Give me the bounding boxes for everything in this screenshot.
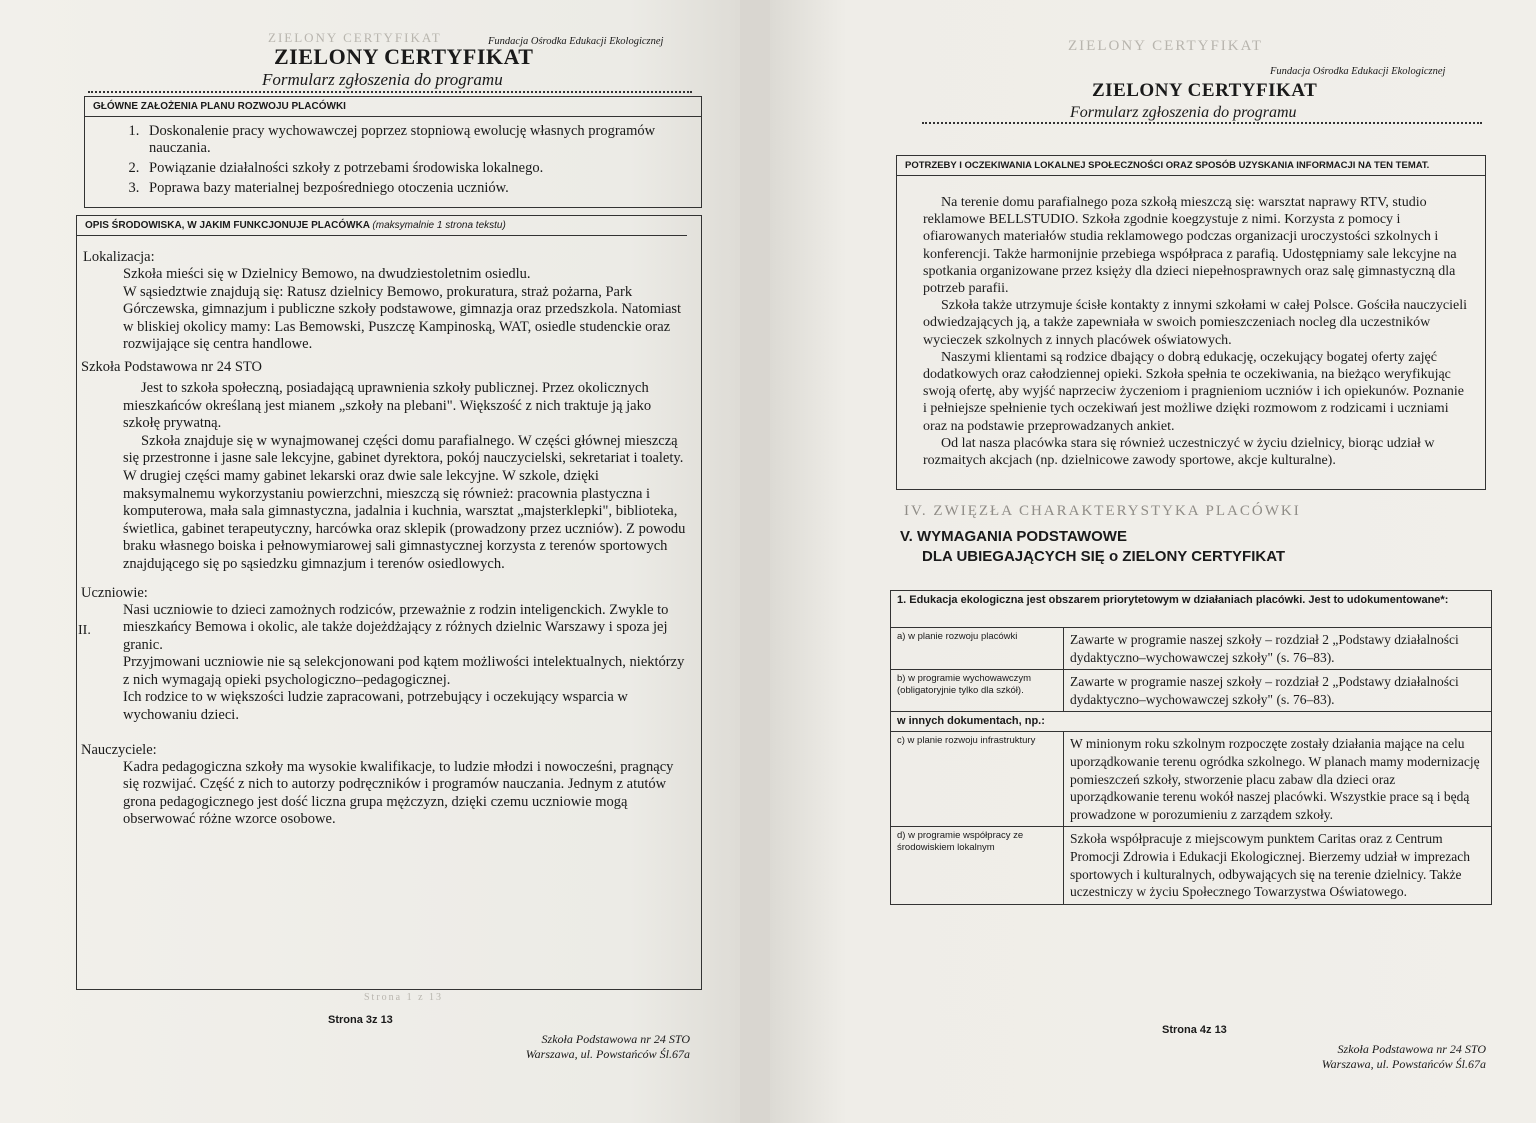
school-paragraph: Szkoła znajduje się w wynajmowanej części domu parafialnego. W części głównej mieszczą się przestronne i jasne sale lekcyjne, gabinet dyrektora, pokój nauczycielski, sekretariat i toalety. W drugiej części mamy gabinet lekarski oraz dwie sale lekcyjne. W szkole, dzięki maksymalnemu wykorzystaniu powierzchni, mieszczą się również: pracownia plastyczna i komputerowa, mała sala gimnastyczna, jadalnia i kuchnia, warsztat „majsterklepki", biblioteka, świetlica, gabinet terapeutyczny, harcówka oraz sklepik (prowadzony przez uczniów). Z powodu braku własnego boiska i pełnowymiarowej sali gimnastycznej korzysta z terenów sportowych znajdującego się po sąsiedzku gimnazjum i terenów osiedlowych. [123,432,686,572]
goal-item: 1. Doskonalenie pracy wychowawczej poprzez stopniową ewolucję własnych programów nauczania. [143,123,701,157]
ghost-header-left: ZIELONY CERTYFIKAT [268,30,442,45]
needs-paragraph: Szkoła także utrzymuje ścisłe kontakty z innymi szkołami w całej Polsce. Gościła nauczycieli odwiedzających ją, a także zapewniała w swoich pomieszczeniach nocleg dla uczestników wycieczek szkolnych z innych placówek oświatowych. [923,298,1468,348]
left-header-subtitle: Formularz zgłoszenia do programu [262,70,503,89]
row-label: b) w programie wychowawczym (obligatoryjnie tylko dla szkół). [891,670,1064,712]
right-page [770,0,1536,1123]
row-label: a) w planie rozwoju placówki [891,628,1064,670]
environment-box [76,215,702,990]
teachers-label: Nauczyciele: [81,741,157,758]
other-docs-row [891,712,1492,732]
row-value: Zawarte w programie naszej szkoły – rozdział 2 „Podstawy działalności dydaktyczno–wychowawczej szkoły" (s. 76–83). [1064,628,1492,670]
goals-list [85,123,701,197]
left-header-foundation: Fundacja Ośrodka Edukacji Ekologicznej [488,36,664,47]
right-dotted-rule [922,122,1482,124]
requirements-table [890,590,1492,905]
needs-paragraph: Od lat nasza placówka stara się również uczestniczyć w życiu dzielnicy, biorąc udział w rozmaitych akcjach (np. dzielnicowe zawody sportowe, akcje kulturalne). [923,435,1435,469]
needs-body [897,178,1485,469]
needs-box [896,155,1486,490]
needs-paragraph: Na terenie domu parafialnego poza szkołą mieszczą się: warsztat naprawy RTV, studio reklamowe BELLSTUDIO. Szkoła zgodnie koegzystuje z nimi. Korzysta z pomocy i ofiarowanych materiałów studia reklamowego podczas organizacji uroczystości szkolnych i konferencji. Także harmonijnie przebiega współpraca z parafią. Udostępniamy sale lekcyjne na spotkania organizowane przez księży dla dzieci niepełnosprawnych oraz salę gimnastyczną dla potrzeb parafii. [923,195,1457,297]
ghost-header-right: ZIELONY CERTYFIKAT [1068,38,1263,54]
right-header-foundation: Fundacja Ośrodka Edukacji Ekologicznej [1270,66,1446,77]
left-footer-school: Szkoła Podstawowa nr 24 STO Warszawa, ul. Powstańców Śl.67a [525,1032,690,1061]
students-paragraph: Nasi uczniowie to dzieci zamożnych rodziców, przeważnie z rodzin inteligenckich. Zwykle to mieszkańcy Bemowa i okolic, ale także dojeżdżający z różnych dzielnic Warszawy i spoza jej granic. [123,601,669,653]
right-header-subtitle: Formularz zgłoszenia do programu [1070,104,1297,121]
table-row [891,670,1492,712]
row-label: c) w planie rozwoju infrastruktury [891,732,1064,827]
left-header-title: ZIELONY CERTYFIKAT [274,44,534,69]
needs-title: POTRZEBY I OCZEKIWANIA LOKALNEJ SPOŁECZNOŚCI ORAZ SPOSÓB UZYSKANIA INFORMACJI NA TEN TEMAT. [897,156,1485,178]
other-docs-label: w innych dokumentach, np.: [891,712,1492,732]
location-line: W sąsiedztwie znajdują się: Ratusz dzielnicy Bemowo, prokuratura, straż pożarna, Park Górczewska, gimnazjum i publiczne szkoły podstawowe, gimnazja oraz przedszkola. Natomiast w bliskiej okolicy mamy: Las Bemowski, Puszczę Kampinoską, WAT, osiedle studenckie oraz rozwijające się centra handlowe. [123,283,682,353]
section-iv-heading: IV. ZWIĘZŁA CHARAKTERYSTYKA PLACÓWKI [904,503,1301,519]
table-row [891,628,1492,670]
requirements-header-row [891,591,1492,628]
table-row [891,827,1492,904]
row-value: Szkoła współpracuje z miejscowym punktem Caritas oraz z Centrum Promocji Zdrowia i Edukacji Ekologicznej. Bierzemy udział w imprezach sportowych i kulturalnych, odbywających się na terenie dzielnicy. Także uczestniczy w życiu Społecznego Towarzystwa Oświatowego. [1064,827,1492,904]
table-row [891,732,1492,827]
goal-item: 2. Powiązanie działalności szkoły z potrzebami środowiska lokalnego. [143,160,701,177]
environment-body [77,238,687,829]
right-footer-page: Strona 4z 13 [1162,1024,1227,1036]
environment-title: OPIS ŚRODOWISKA, W JAKIM FUNKCJONUJE PLACÓWKA (maksymalnie 1 strona tekstu) [77,216,687,238]
students-paragraph: Ich rodzice to w większości ludzie zapracowani, potrzebujący i oczekujący wsparcia w wychowaniu dzieci. [123,689,628,724]
right-footer-school: Szkoła Podstawowa nr 24 STO Warszawa, ul. Powstańców Śl.67a [1321,1042,1486,1071]
goals-title: GŁÓWNE ZAŁOŻENIA PLANU ROZWOJU PLACÓWKI [85,97,701,119]
margin-section-mark: II. [78,623,91,638]
left-footer-page: Strona 3z 13 [328,1014,393,1026]
location-line: Szkoła mieści się w Dzielnicy Bemowo, na dwudziestoletnim osiedlu. [123,266,531,282]
section-v-heading: V. WYMAGANIA PODSTAWOWE DLA UBIEGAJĄCYCH SIĘ o ZIELONY CERTYFIKAT [900,528,1286,565]
teachers-paragraph: Kadra pedagogiczna szkoły ma wysokie kwalifikacje, to ludzie młodzi i nowocześni, pragnący się rozwijać. Część z nich to autorzy podręczników i programów nauczania. Jednym z atutów grona pedagogicznego jest dość liczna grupa mężczyzn, dzięki czemu uczniowie mogą obserwować różne wzorce osobowe. [123,758,674,828]
ghost-footer-left: Strona 1 z 13 [364,992,444,1003]
needs-paragraph: Naszymi klientami są rodzice dbający o dobrą edukację, oczekujący bogatej oferty zajęć dodatkowych oraz całodziennej opieki. Szkoła spełnia te oczekiwania, na bieżąco weryfikując swoją ofertę, aby wyjść naprzeciw życzeniom i pragnieniom uczniów i ich opiekunów. Poznanie i pełniejsze spełnienie tych oczekiwań jest możliwe dzięki rozmowom z rodzicami i uczniami oraz na podstawie przeprowadzanych ankiet. [923,349,1465,434]
school-paragraph: Jest to szkoła społeczną, posiadającą uprawnienia szkoły publicznej. Przez okolicznych mieszkańców określaną jest mianem „szkoły na plebani". Większość z nich traktuje ją jako szkołę prywatną. [123,379,652,432]
students-paragraph: Przyjmowani uczniowie nie są selekcjonowani pod kątem możliwości intelektualnych, niektórzy z nich wymagają opieki psychologiczno–pedagogicznej. [123,654,685,688]
row-value: Zawarte w programie naszej szkoły – rozdział 2 „Podstawy działalności dydaktyczno–wychowawczej szkoły" (s. 76–83). [1064,670,1492,712]
header-dotted-rule [88,91,692,93]
students-label: Uczniowie: [81,584,148,601]
requirements-header: 1. Edukacja ekologiczna jest obszarem priorytetowym w działaniach placówki. Jest to udokumentowane*: [891,591,1492,628]
school-label: Szkoła Podstawowa nr 24 STO [81,358,262,375]
row-label: d) w programie współpracy ze środowiskiem lokalnym [891,827,1064,904]
left-page [0,0,740,1123]
location-label: Lokalizacja: [83,249,155,265]
goal-item: 3. Poprawa bazy materialnej bezpośredniego otoczenia uczniów. [143,180,701,197]
right-header-title: ZIELONY CERTYFIKAT [1092,80,1318,101]
goals-box [84,96,702,208]
row-value: W minionym roku szkolnym rozpoczęte zostały działania mające na celu uporządkowanie terenu ogródka szkolnego. W planach mamy modernizację pomieszczeń szkoły, stworzenie placu zabaw dla dzieci oraz uporządkowanie terenu wokół naszej placówki. Wszystkie prace są i będą prowadzone w porozumieniu z zarządem szkoły. [1064,732,1492,827]
